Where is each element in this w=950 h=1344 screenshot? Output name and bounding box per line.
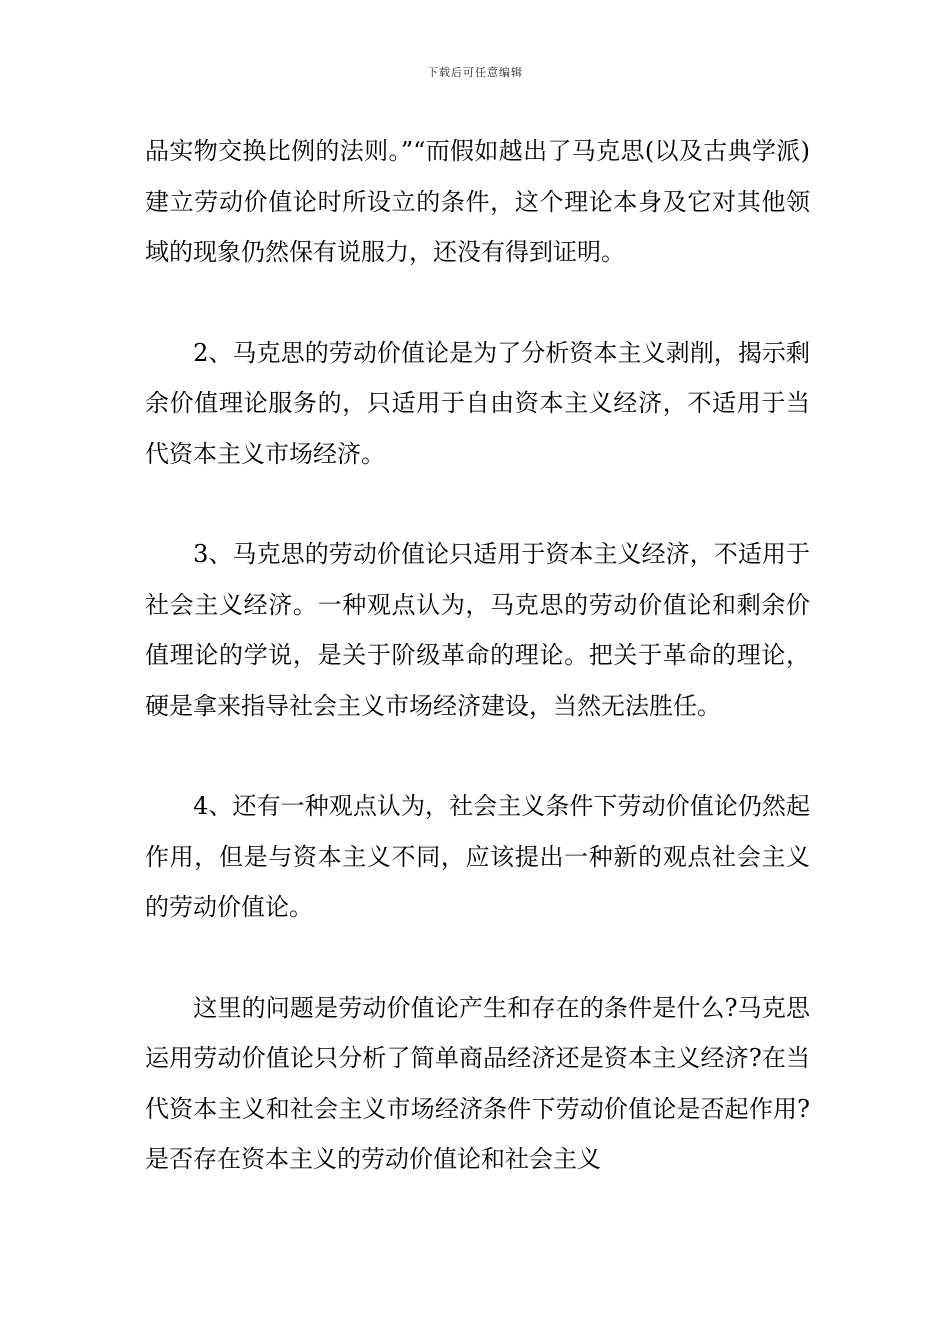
paragraph-1: 品实物交换比例的法则。”“而假如越出了马克思(以及古典学派)建立劳动价值论时所设立的条件，这个理论本身及它对其他领域的现象仍然保有说服力，还没有得到证明。 [145,137,810,266]
document-body [145,126,810,1185]
paragraph-3: 3、马克思的劳动价值论只适用于资本主义经济，不适用于社会主义经济。一种观点认为，马克思的劳动价值论和剩余价值理论的学说，是关于阶级革命的理论。把关于革命的理论，硬是拿来指导社会主义市场经济建设，当然无法胜任。 [145,540,810,720]
paragraph-spacer [145,731,810,781]
paragraph-5: 这里的问题是劳动价值论产生和存在的条件是什么?马克思运用劳动价值论只分析了简单商品经济还是资本主义经济?在当代资本主义和社会主义市场经济条件下劳动价值论是否起作用?是否存在资本主义的劳动价值论和社会主义 [145,993,810,1173]
paragraph-spacer [145,479,810,529]
paragraph-spacer [145,278,810,328]
paragraph-4: 4、还有一种观点认为，社会主义条件下劳动价值论仍然起作用，但是与资本主义不同，应该提出一种新的观点社会主义的劳动价值论。 [145,792,810,921]
paragraph-2: 2、马克思的劳动价值论是为了分析资本主义剥削，揭示剩余价值理论服务的，只适用于自由资本主义经济，不适用于当代资本主义市场经济。 [145,338,810,468]
paragraph-spacer [145,933,810,983]
page-header: 下载后可任意编辑 [427,66,523,79]
